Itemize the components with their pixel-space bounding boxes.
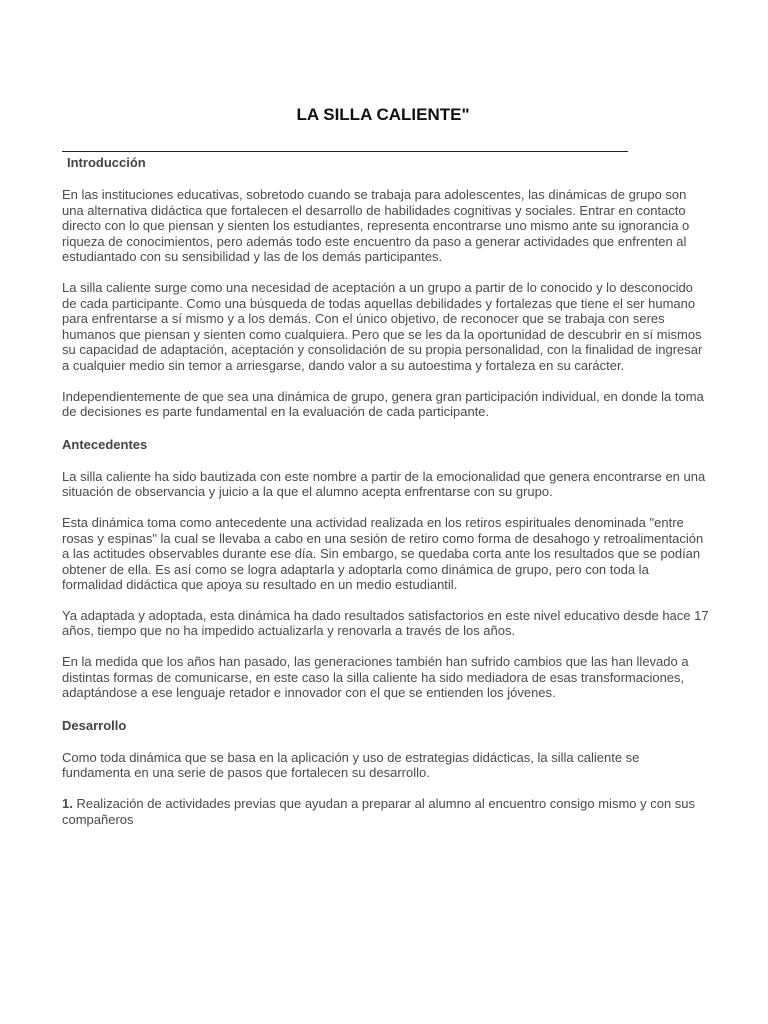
paragraph: La silla caliente surge como una necesidad de aceptación a un grupo a partir de lo conocido y lo desconocido de cada participante. Como una búsqueda de todas aquellas debilidades y fortalezas que tiene el ser humano para enfrentarse a sí mismo y a los demás. Con el único objetivo, de reconocer que se trabaja con seres humanos que piensan y sienten como cualquiera. Pero que se les da la oportunidad de descubrir en sí mismos su capacidad de adaptación, aceptación y consolidación de su propia personalidad, con la finalidad de ingresar a cualquier medio sin temor a arriesgarse, dando valor a su autoestima y fortaleza en su carácter. — [62, 279, 703, 373]
paragraph: En las instituciones educativas, sobretodo cuando se trabaja para adolescentes, las dinámicas de grupo son una alternativa didáctica que fortalecen el desarrollo de habilidades cognitivas y sociales. Entrar en contacto directo con lo que piensan y sienten los estudiantes, representa encontrarse uno mismo ante su ignorancia o riqueza de conocimientos, pero además todo este encuentro da paso a generar actividades que enfrenten al estudiantado con su sensibilidad y las de los demás participantes. — [62, 187, 690, 265]
paragraph: En la medida que los años han pasado, las generaciones también han sufrido cambios que las han llevado a distintas formas de comunicarse, en este caso la silla caliente ha sido mediadora de esas transformaciones, adaptándose a ese lenguaje retador e innovador con el que se entienden los jóvenes. — [62, 654, 689, 701]
paragraph: La silla caliente ha sido bautizada con este nombre a partir de la emocionalidad que genera encontrarse en una situación de observancia y juicio a la que el alumno acepta enfrentarse con su grupo. — [62, 468, 706, 500]
document-page — [62, 0, 710, 827]
paragraph: Esta dinámica toma como antecedente una actividad realizada en los retiros espirituales denominada "entre rosas y espinas" la cual se llevaba a cabo en una sesión de retiro como forma de desahogo y retroalimentación a las actitudes observables durante ese día. Sin embargo, se quedaba corta ante los resultados que se podían obtener de ella. Es así como se logra adaptarla y adoptarla como dinámica de grupo, pero con toda la formalidad didáctica que apoya su resultado en un medio estudiantil. — [62, 514, 704, 593]
heading-introduccion: Introducción — [67, 155, 146, 170]
heading-antecedentes: Antecedentes — [62, 436, 148, 452]
step-text: Realización de actividades previas que ayudan a preparar al alumno al encuentro consigo mismo y con sus compañeros — [62, 796, 696, 827]
heading-desarrollo: Desarrollo — [62, 717, 127, 733]
document-title: LA SILLA CALIENTE" — [296, 105, 470, 124]
title-underline — [62, 151, 628, 152]
step-number: 1. — [62, 796, 73, 812]
paragraph: Como toda dinámica que se basa en la aplicación y uso de estrategias didácticas, la silla caliente se fundamenta en una serie de pasos que fortalecen su desarrollo. — [62, 749, 640, 781]
paragraph: Independientemente de que sea una dinámica de grupo, genera gran participación individual, en donde la toma de decisiones es parte fundamental en la evaluación de cada participante. — [62, 388, 704, 420]
step-item — [62, 796, 710, 827]
paragraph: Ya adaptada y adoptada, esta dinámica ha dado resultados satisfactorios en este nivel educativo desde hace 17 años, tiempo que no ha impedido actualizarla y renovarla a través de los años. — [62, 607, 709, 639]
